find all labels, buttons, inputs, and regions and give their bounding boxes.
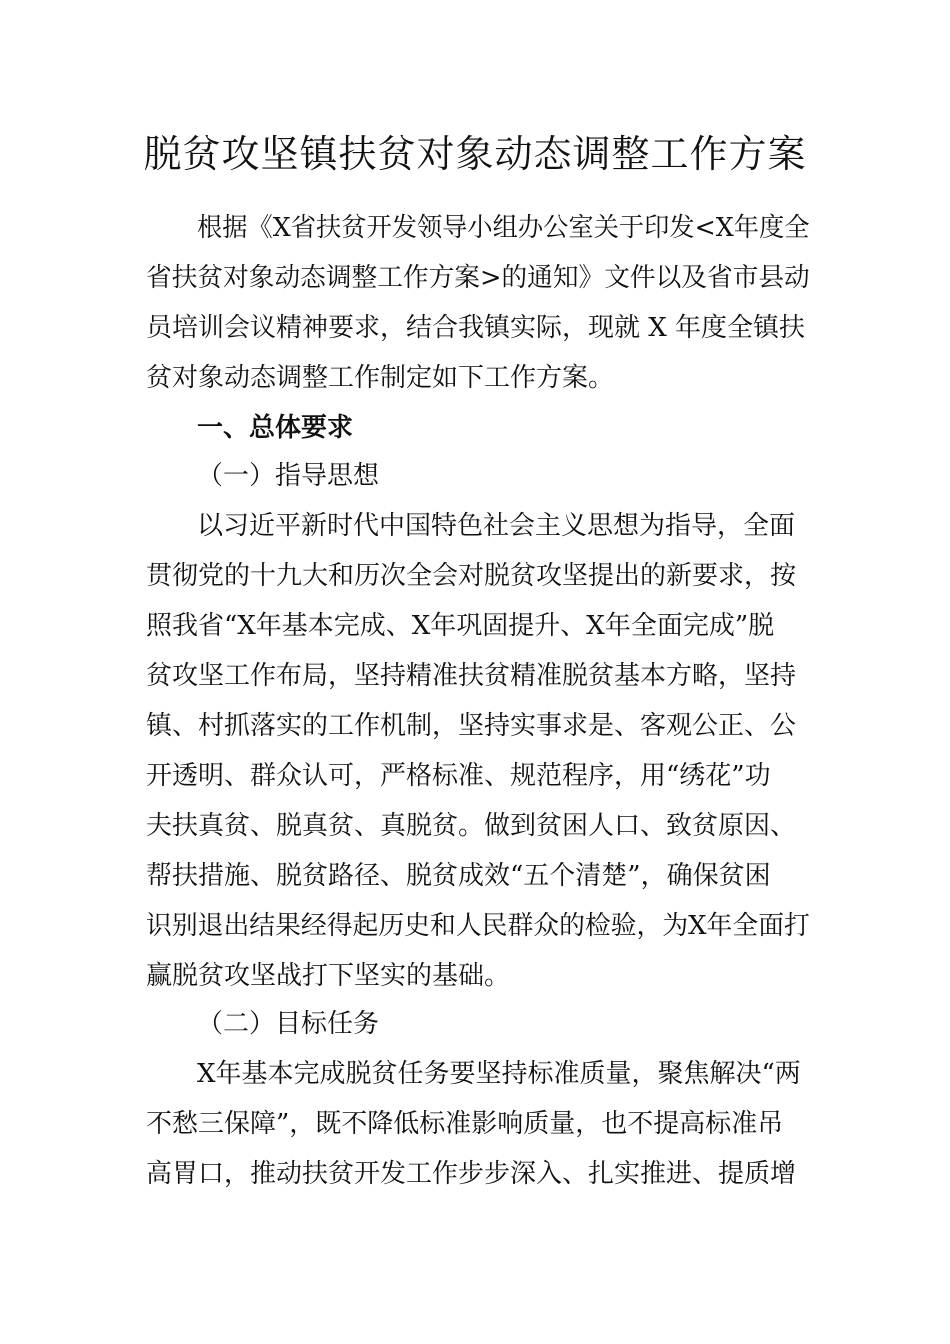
body-line: 开透明、群众认可，严格标准、规范程序，用“绣花”功 bbox=[146, 761, 771, 791]
intro-line-4: 贫对象动态调整工作制定如下工作方案。 bbox=[146, 363, 615, 393]
body-line: 帮扶措施、脱贫路径、脱贫成效“五个清楚”，确保贫困 bbox=[146, 861, 771, 891]
intro-line-1: 根据《X省扶贫开发领导小组办公室关于印发<X年度全 bbox=[197, 213, 810, 243]
body-line: 照我省“X年基本完成、X年巩固提升、X年全面完成”脱 bbox=[146, 611, 775, 641]
body-line: 夫扶真贫、脱真贫、真脱贫。做到贫困人口、致贫原因、 bbox=[146, 811, 797, 841]
body-line: 以习近平新时代中国特色社会主义思想为指导，全面 bbox=[197, 511, 796, 541]
intro-line-2: 省扶贫对象动态调整工作方案>的通知》文件以及省市县动 bbox=[146, 263, 810, 293]
section-heading-1: 一、总体要求 bbox=[197, 413, 354, 443]
body-line: 不愁三保障”，既不降低标准影响质量，也不提高标准吊 bbox=[146, 1109, 784, 1139]
body-line: 赢脱贫攻坚战打下坚实的基础。 bbox=[146, 961, 511, 991]
subsection-heading-1: （一）指导思想 bbox=[197, 461, 380, 491]
body-line: 高胃口，推动扶贫开发工作步步深入、扎实推进、提质增 bbox=[146, 1159, 797, 1189]
body-line: 识别退出结果经得起历史和人民群众的检验，为X年全面打 bbox=[146, 911, 810, 941]
intro-line-3: 员培训会议精神要求，结合我镇实际，现就 X 年度全镇扶 bbox=[146, 313, 806, 343]
body-line: 镇、村抓落实的工作机制，坚持实事求是、客观公正、公 bbox=[146, 711, 797, 741]
body-line: 贯彻党的十九大和历次全会对脱贫攻坚提出的新要求，按 bbox=[146, 561, 797, 591]
body-line: X年基本完成脱贫任务要坚持标准质量，聚焦解决“两 bbox=[197, 1059, 801, 1089]
subsection-heading-2: （二）目标任务 bbox=[197, 1009, 380, 1039]
document-title: 脱贫攻坚镇扶贫对象动态调整工作方案 bbox=[143, 132, 807, 176]
body-line: 贫攻坚工作布局，坚持精准扶贫精准脱贫基本方略，坚持 bbox=[146, 661, 797, 691]
